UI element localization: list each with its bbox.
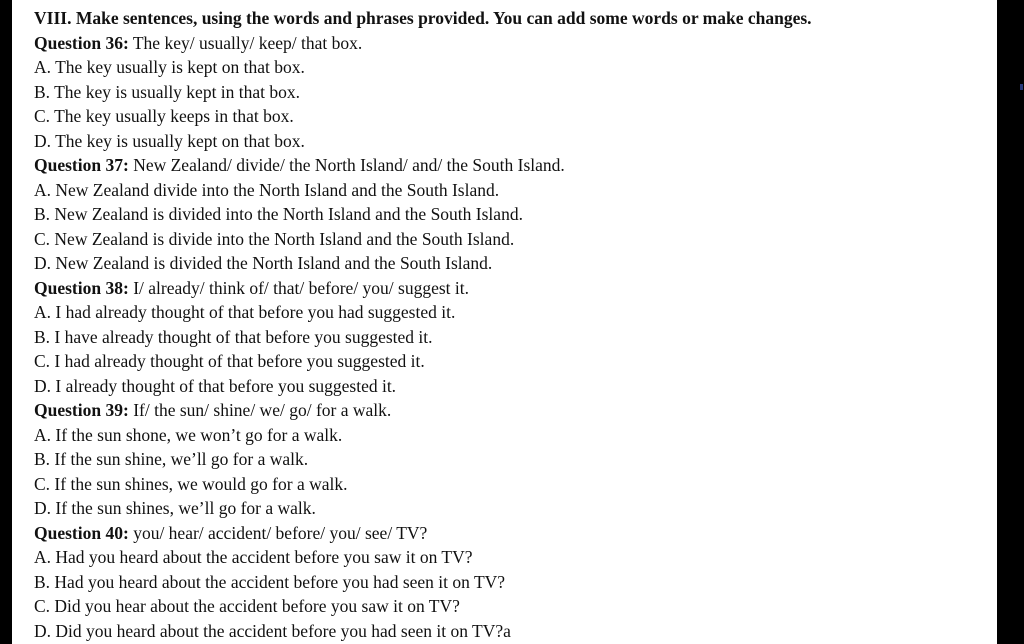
option-d: D. New Zealand is divided the North Island and the South Island. (34, 253, 493, 273)
option-b: B. The key is usually kept in that box. (34, 81, 301, 102)
option-d: D. I already thought of that before you suggested it. (34, 375, 397, 396)
option-c: C. New Zealand is divide into the North Island and the South Island. (34, 228, 515, 249)
question-40 (34, 521, 997, 546)
option-c: C. If the sun shines, we would go for a walk. (34, 473, 348, 494)
option-d: D. Did you heard about the accident before you had seen it on TV?a (34, 620, 511, 641)
option-a: A. Had you heard about the accident before you saw it on TV? (34, 547, 473, 567)
option-a: A. If the sun shone, we won’t go for a walk. (34, 424, 343, 445)
question-prompt: If/ the sun/ shine/ we/ go/ for a walk. (128, 400, 392, 420)
question-label: Question 37: (34, 155, 129, 175)
option-b: B. Had you heard about the accident before you had seen it on TV? (34, 571, 506, 592)
question-39 (34, 398, 997, 423)
option-b: B. New Zealand is divided into the North Island and the South Island. (34, 204, 523, 224)
option-c: C. The key usually keeps in that box. (34, 106, 294, 126)
section-heading: VIII. Make sentences, using the words and phrases provided. You can add some words or make changes. (34, 8, 812, 28)
question-label: Question 39: (34, 400, 129, 420)
question-label: Question 40: (34, 522, 129, 543)
question-label: Question 36: (34, 32, 129, 53)
question-prompt: The key/ usually/ keep/ that box. (128, 32, 363, 53)
question-36 (34, 31, 997, 56)
option-c: C. Did you hear about the accident before you saw it on TV? (34, 596, 460, 616)
option-b: B. I have already thought of that before you suggested it. (34, 326, 433, 347)
option-d: D. The key is usually kept on that box. (34, 130, 305, 151)
edge-mark (1020, 84, 1023, 90)
document-page (12, 0, 997, 644)
option-a: A. The key usually is kept on that box. (34, 57, 305, 77)
question-prompt: I/ already/ think of/ that/ before/ you/ suggest it. (128, 277, 470, 298)
question-prompt: New Zealand/ divide/ the North Island/ and/ the South Island. (128, 155, 565, 175)
option-a: A. I had already thought of that before you had suggested it. (34, 302, 456, 322)
option-d: D. If the sun shines, we’ll go for a walk. (34, 498, 316, 518)
option-a: A. New Zealand divide into the North Island and the South Island. (34, 179, 500, 200)
question-38 (34, 276, 997, 301)
question-37 (34, 153, 997, 178)
option-b: B. If the sun shine, we’ll go for a walk. (34, 449, 309, 469)
question-label: Question 38: (34, 277, 129, 298)
question-prompt: you/ hear/ accident/ before/ you/ see/ TV? (128, 522, 428, 543)
option-c: C. I had already thought of that before you suggested it. (34, 351, 425, 371)
